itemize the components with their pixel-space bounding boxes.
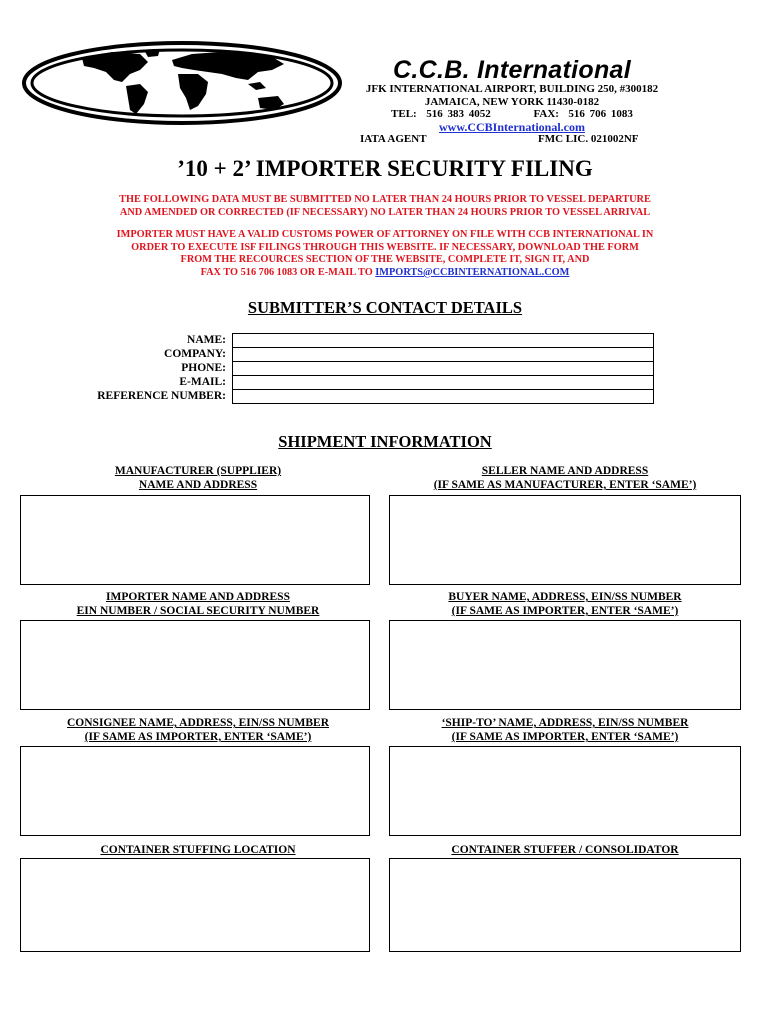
deadline-notice-line-2: AND AMENDED OR CORRECTED (IF NECESSARY) NO LATER THAN 24 HOURS PRIOR TO VESSEL ARRIVAL: [119, 207, 651, 218]
seller-input[interactable]: [389, 495, 741, 585]
name-label: NAME:: [187, 334, 226, 346]
form-title: ’10 + 2’ IMPORTER SECURITY FILING: [177, 156, 593, 181]
poa-notice-line-1: IMPORTER MUST HAVE A VALID CUSTOMS POWER OF ATTORNEY ON FILE WITH CCB INTERNATIONAL IN: [116, 229, 654, 240]
poa-notice-line-3: FROM THE RECOURCES SECTION OF THE WEBSITE, COMPLETE IT, SIGN IT, AND: [180, 254, 590, 266]
company-label: COMPANY:: [164, 348, 226, 360]
importer-label: [18, 590, 378, 618]
importer-label-line-1: IMPORTER NAME AND ADDRESS: [106, 591, 290, 603]
buyer-input[interactable]: [389, 620, 741, 710]
name-input[interactable]: [233, 334, 653, 347]
manufacturer-label-line-2: NAME AND ADDRESS: [138, 479, 258, 491]
consignee-label: [18, 716, 378, 744]
phone-input[interactable]: [233, 362, 653, 375]
seller-label-line-1: SELLER NAME AND ADDRESS: [481, 465, 649, 477]
stuffing-location-label: CONTAINER STUFFING LOCATION: [100, 844, 296, 856]
fmc-license: FMC LIC. 021002NF: [538, 133, 639, 145]
address-line-1: JFK INTERNATIONAL AIRPORT, BUILDING 250, #300182: [365, 83, 659, 95]
importer-label-line-2: EIN NUMBER / SOCIAL SECURITY NUMBER: [76, 605, 320, 617]
consignee-input[interactable]: [20, 746, 370, 836]
reference-number-label: REFERENCE NUMBER:: [97, 390, 226, 402]
deadline-notice-line-1: THE FOLLOWING DATA MUST BE SUBMITTED NO LATER THAN 24 HOURS PRIOR TO VESSEL DEPARTURE: [119, 194, 651, 205]
poa-notice-line-4: [20, 267, 750, 280]
seller-label-line-2: (IF SAME AS MANUFACTURER, ENTER ‘SAME’): [433, 479, 697, 491]
reference-number-input[interactable]: [233, 390, 653, 403]
email-input[interactable]: [233, 376, 653, 389]
contact-section-title: SUBMITTER’S CONTACT DETAILS: [247, 298, 523, 317]
deadline-notice: [20, 193, 750, 219]
poa-notice-line-2: ORDER TO EXECUTE ISF FILINGS THROUGH THIS WEBSITE. IF NECESSARY, DOWNLOAD THE FORM: [131, 241, 639, 253]
ship-to-input[interactable]: [389, 746, 741, 836]
manufacturer-input[interactable]: [20, 495, 370, 585]
manufacturer-label: [18, 464, 378, 492]
website-link[interactable]: www.CCBInternational.com: [439, 120, 585, 134]
contact-fields: [232, 333, 654, 404]
consignee-label-line-1: CONSIGNEE NAME, ADDRESS, EIN/SS NUMBER: [67, 717, 329, 729]
manufacturer-label-line-1: MANUFACTURER (SUPPLIER): [114, 465, 282, 477]
seller-label: [384, 464, 746, 492]
buyer-label-line-2: (IF SAME AS IMPORTER, ENTER ‘SAME’): [451, 605, 679, 617]
world-map-logo: [22, 40, 342, 126]
importer-input[interactable]: [20, 620, 370, 710]
stuffer-label: CONTAINER STUFFER / CONSOLIDATOR: [451, 844, 679, 856]
stuffing-location-input[interactable]: [20, 858, 370, 952]
ship-to-label-line-1: ‘SHIP-TO’ NAME, ADDRESS, EIN/SS NUMBER: [441, 717, 689, 729]
phone-fax-line: TEL: 516 383 4052 FAX: 516 706 1083: [391, 108, 633, 120]
power-of-attorney-notice: [20, 229, 750, 279]
ship-to-label-line-2: (IF SAME AS IMPORTER, ENTER ‘SAME’): [451, 731, 679, 743]
phone-label: PHONE:: [181, 362, 226, 374]
consignee-label-line-2: (IF SAME AS IMPORTER, ENTER ‘SAME’): [84, 731, 312, 743]
buyer-label-line-1: BUYER NAME, ADDRESS, EIN/SS NUMBER: [448, 591, 682, 603]
stuffer-input[interactable]: [389, 858, 741, 952]
buyer-label: [384, 590, 746, 618]
iata-agent-label: IATA AGENT: [360, 133, 427, 145]
ship-to-label: [384, 716, 746, 744]
company-name: C.C.B. International: [393, 56, 631, 84]
address-line-2: JAMAICA, NEW YORK 11430-0182: [424, 96, 600, 108]
email-label: E-MAIL:: [179, 376, 226, 388]
poa-fax-text: FAX TO 516 706 1083 OR E-MAIL TO: [200, 266, 376, 278]
company-input[interactable]: [233, 348, 653, 361]
shipment-section-title: SHIPMENT INFORMATION: [278, 432, 492, 451]
imports-email-link[interactable]: IMPORTS@CCBINTERNATIONAL.COM: [375, 266, 570, 278]
